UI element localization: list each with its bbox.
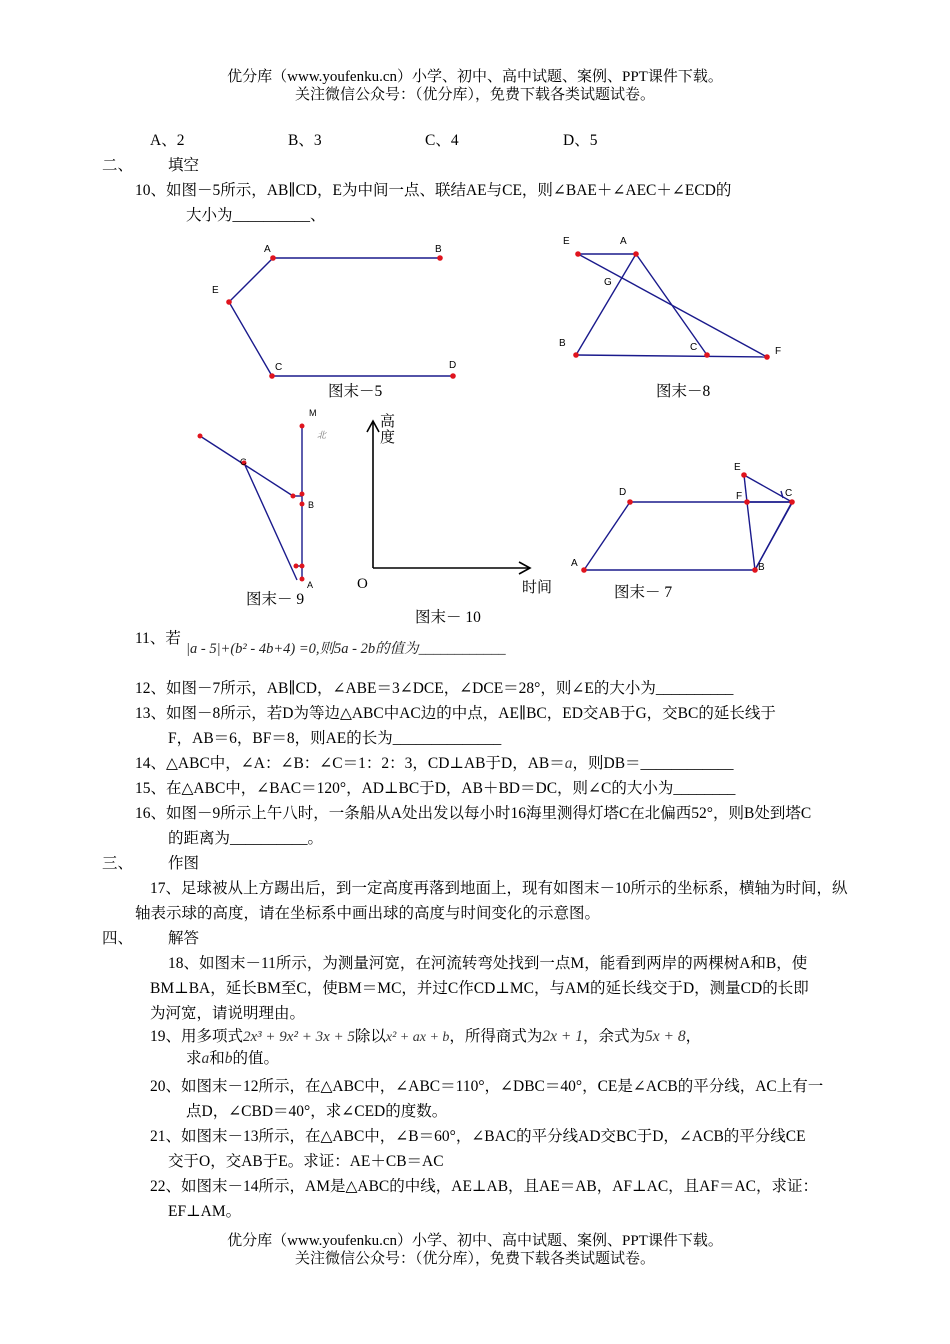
fig8-point-a [633,251,639,257]
q19-var-b: b [224,1050,233,1067]
header-line-2: 关注微信公众号：（优分库），免费下载各类试题试卷。 [294,87,655,103]
question-10-line-1: 10、如图－5所示，AB∥CD，E为中间一点、联结AE与CE，则∠BAE＋∠AEC＋∠ECD的 [135,182,732,199]
q19-text-value: 的值。 [232,1050,280,1067]
section-4-title: 解答 [168,930,200,947]
choice-b: B、3 [288,132,322,149]
fig7-label-a: A [571,558,578,569]
fig7-point-e [741,472,747,478]
fig8-label-c: C [690,342,698,353]
question-18-line-2: BM⊥BA，延长BM至C，使BM＝MC，并过C作CD⊥MC，与AM的延长线交于D，测量CD的长即 [150,980,809,997]
fig9-point-a [300,577,305,582]
fig8-label-f: F [775,346,782,357]
q19-text-and: 和 [209,1050,225,1067]
fig5-label-b: B [435,244,442,255]
question-21-line-1: 21、如图末－13所示，在△ABC中，∠B＝60°，∠BAC的平分线AD交BC于D，∠ACB的平分线CE [150,1128,806,1145]
q19-text-a: 19、用多项式 [150,1028,244,1045]
question-11-prefix: 11、若 [135,630,181,647]
question-22-line-2: EF⊥AM。 [168,1203,242,1220]
fig7-point-a [581,567,587,573]
question-20-line-2: 点D，∠CBD＝40°，求∠CED的度数。 [186,1103,448,1120]
figure-10-y-label-2: 度 [380,430,396,446]
fig8-label-b: B [559,338,566,349]
section-2-number: 二、 [102,157,134,174]
question-18-line-1: 18、如图末－11所示，为测量河宽，在河流转弯处找到一点M，能看到两岸的两棵树A和B，使 [168,955,808,972]
figure-5-caption: 图末－5 [328,383,383,400]
q19-text-e: ， [685,1028,702,1045]
question-13-line-2: F，AB＝6，BF＝8，则AE的长为______________ [168,730,502,747]
question-22-line-1: 22、如图末－14所示，AM是△ABC的中线，AE⊥AB，且AE＝AB，AF⊥AC，且AF＝AC，求证： [150,1178,819,1195]
q19-polynomial: 2x³ + 9x² + 3x + 5 [243,1029,355,1045]
figure-8 [576,254,767,357]
fig7-point-c [789,499,795,505]
fig8-point-e [575,251,581,257]
q19-text-c: ，所得商式为 [449,1028,543,1045]
question-14 [135,751,734,773]
fig8-label-a: A [620,236,627,247]
footer-line-2: 关注微信公众号：（优分库），免费下载各类试题试卷。 [294,1251,655,1267]
fig5-label-d: D [449,360,457,371]
fig5-point-d [450,373,456,379]
header-line-1: 优分库（www.youfenku.cn）小学、初中、高中试题、案例、PPT课件下载。 [227,69,723,85]
question-21-line-2: 交于O，交AB于E。求证：AE＋CB＝AC [168,1153,444,1170]
section-3-title: 作图 [168,855,200,872]
q19-var-a: a [201,1050,210,1067]
fig5-label-a: A [264,244,271,255]
figure-10-origin: O [357,576,368,592]
section-3-number: 三、 [102,855,134,872]
fig5-point-b [437,255,443,261]
fig9-label-c: C [240,457,247,467]
question-16-line-1: 16、如图－9所示上午八时，一条船从A处出发以每小时16海里测得灯塔C在北偏西52°，则B处到塔C [135,805,812,822]
figure-7-caption: 图末－ 7 [614,584,673,601]
fig7-label-e: E [734,462,741,473]
q19-text-b: 除以 [354,1028,386,1045]
section-2-title: 填空 [168,157,200,174]
figure-10-y-label-1: 高 [380,414,396,430]
question-17-line-2: 轴表示球的高度，请在坐标系中画出球的高度与时间变化的示意图。 [135,905,601,922]
fig5-point-e [226,299,232,305]
fig5-label-e: E [212,285,219,296]
fig7-point-b [752,567,758,573]
figure-10-caption: 图末－ 10 [415,609,481,626]
fig9-label-b: B [308,500,315,510]
fig9-label-m: M [309,408,317,418]
fig9-point-m [300,424,305,429]
q19-text-ask: 求 [186,1050,202,1067]
question-13-line-1: 13、如图－8所示，若D为等边△ABC中AC边的中点，AE∥BC，ED交AB于G，交BC的延长线于 [135,705,776,722]
question-15: 15、在△ABC中，∠BAC＝120°，AD⊥BC于D，AB＋BD＝DC，则∠C的大小为________ [135,780,736,797]
question-12: 12、如图－7所示，AB∥CD，∠ABE＝3∠DCE，∠DCE＝28°，则∠E的大小为__________ [135,680,734,697]
fig8-point-f [764,354,770,360]
fig5-label-c: C [275,362,283,373]
question-19-line-2 [186,1046,279,1068]
fig7-point-f [744,499,750,505]
question-18-line-3: 为河宽，请说明理由。 [150,1005,306,1022]
fig9-point-b [300,492,305,497]
section-4-number: 四、 [102,930,134,947]
fig5-point-c [269,373,275,379]
figure-9-caption: 图末－ 9 [246,591,305,608]
question-10-line-2: 大小为__________、 [186,207,326,224]
fig7-label-b: B [758,562,765,573]
fig9-label-north: 北 [317,430,327,440]
fig7-label-f: F [736,491,743,502]
question-11-formula: |a - 5|+(b² - 4b+4) =0,则5a - 2b的值为____________ [186,641,506,657]
figure-10-x-label: 时间 [522,580,553,596]
question-19-line-1 [150,1024,701,1046]
question-20-line-1: 20、如图末－12所示，在△ABC中，∠ABC＝110°，∠DBC＝40°，CE是∠ACB的平分线，AC上有一 [150,1078,824,1095]
fig9-label-a: A [307,580,314,590]
footer-line-1: 优分库（www.youfenku.cn）小学、初中、高中试题、案例、PPT课件下载。 [227,1233,723,1249]
question-16-line-2: 的距离为__________。 [168,830,324,847]
fig8-point-c [704,352,710,358]
q19-quotient: 2x + 1 [542,1028,584,1045]
choice-d: D、5 [563,132,598,149]
fig7-point-d [627,499,633,505]
q19-remainder: 5x + 8 [645,1028,686,1045]
question-17-line-1: 17、足球被从上方踢出后，到一定高度再落到地面上，现有如图末－10所示的坐标系，横轴为时间，纵 [150,880,848,897]
choice-a: A、2 [150,132,185,149]
fig5-point-a [270,255,276,261]
figure-9 [200,426,302,580]
q19-text-d: ，余式为 [583,1028,646,1045]
question-14-tail: ，则DB＝____________ [572,755,734,772]
fig8-label-e: E [563,236,570,247]
choice-c: C、4 [425,132,459,149]
fig8-label-g: G [604,277,612,288]
q19-divisor: x² + ax + b [385,1030,450,1045]
fig7-label-d: D [619,487,627,498]
question-14-var: a [564,755,573,772]
question-14-text: 14、△ABC中，∠A：∠B：∠C＝1：2：3，CD⊥AB于D，AB＝ [135,755,565,772]
figure-7 [584,475,792,570]
figure-8-caption: 图末－8 [656,383,711,400]
fig7-label-c: C [785,488,793,499]
fig8-point-b [573,352,579,358]
